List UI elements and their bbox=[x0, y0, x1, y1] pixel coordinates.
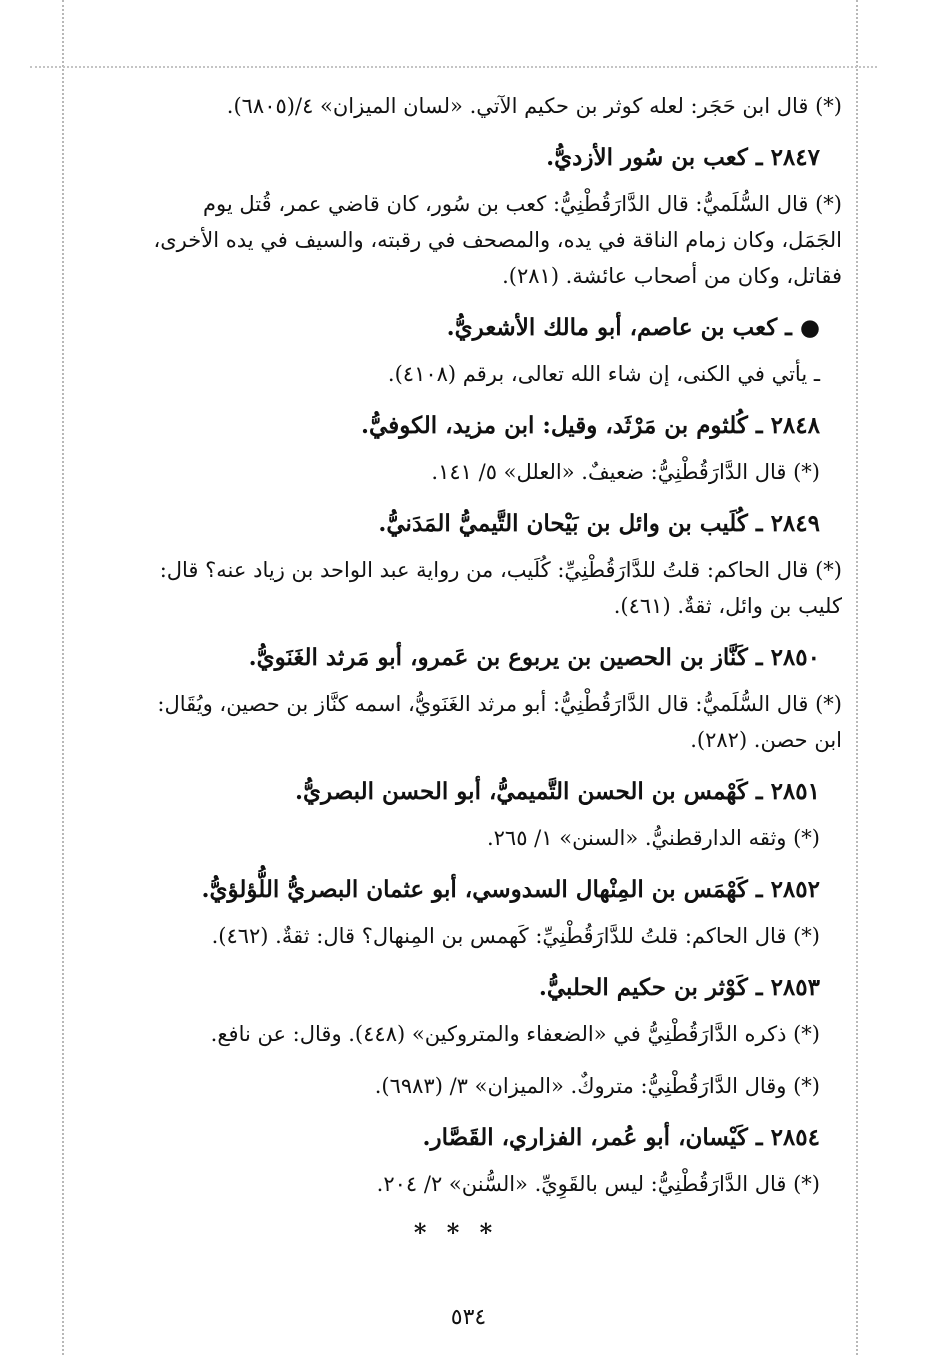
entry-note: (*) قال الدَّارَقُطْنِيُّ: ليس بالقَوِيِّ. «السُّنن» ٢/ ٢٠٤. bbox=[376, 1172, 820, 1196]
entry-heading: ٢٨٥٠ ـ كَنَّاز بن الحصين بن يربوع بن عَمرو، أبو مَرثد الغَنَويُّ. bbox=[248, 644, 820, 671]
entry-heading: ● ـ كعب بن عاصم، أبو مالك الأشعريُّ. bbox=[446, 314, 820, 341]
entry-heading: ٢٨٤٧ ـ كعب بن سُور الأزديُّ. bbox=[546, 144, 820, 171]
entry-note: (*) ذكره الدَّارَقُطْنِيُّ في «الضعفاء والمتروكين» (٤٤٨). وقال: عن نافع. bbox=[210, 1022, 820, 1046]
text-line: الجَمَل، وكان زمام الناقة في يده، والمصحف في رقبته، والسيف في يده الأخرى، bbox=[153, 228, 842, 252]
entry-heading: ٢٨٥١ ـ كَهْمس بن الحسن التَّميميُّ، أبو الحسن البصريُّ. bbox=[295, 778, 820, 805]
text-line: (*) قال الحاكم: قلتُ للدَّارَقُطْنِيِّ: كُلَيب، من رواية عبد الواحد بن زياد عنه؟ قال: bbox=[159, 558, 842, 582]
text-line: ابن حصن. (٢٨٢). bbox=[690, 728, 842, 752]
section-separator: * * * bbox=[413, 1218, 499, 1247]
entry-note: (*) وثقه الدارقطنيُّ. «السنن» ١/ ٢٦٥. bbox=[486, 826, 820, 850]
entry-note: (*) قال الدَّارَقُطْنِيُّ: ضعيفٌ. «العلل» ٥/ ١٤١. bbox=[431, 460, 820, 484]
scan-rule-right bbox=[856, 0, 858, 1355]
text-line: (*) قال السُّلَميُّ: قال الدَّارَقُطْنِيُّ: كعب بن سُور، كان قاضي عمر، قُتل يوم bbox=[203, 192, 842, 216]
entry-paragraph bbox=[70, 552, 842, 624]
entry-paragraph bbox=[70, 186, 842, 294]
entry-heading: ٢٨٤٩ ـ كُلَيب بن وائل بن بَيْحان التَّيميُّ المَدَنيُّ. bbox=[378, 510, 820, 537]
scan-rule-top bbox=[30, 66, 877, 68]
entry-note: (*) قال الحاكم: قلتُ للدَّارَقُطْنِيِّ: كَهمس بن المِنهال؟ قال: ثقةٌ. (٤٦٢). bbox=[211, 924, 820, 948]
entry-paragraph bbox=[70, 686, 842, 758]
page-number: ٥٣٤ bbox=[450, 1305, 487, 1330]
entry-heading: ٢٨٥٢ ـ كَهْمَس بن المِنْهال السدوسي، أبو عثمان البصريُّ اللُّؤلؤيُّ. bbox=[201, 876, 820, 903]
entry-heading: ٢٨٥٣ ـ كَوْثر بن حكيم الحلبيُّ. bbox=[538, 974, 820, 1001]
entry-paragraph bbox=[70, 88, 842, 124]
text-line: كليب بن وائل، ثقةٌ. (٤٦١). bbox=[613, 594, 842, 618]
text-line: فقاتل، وكان من أصحاب عائشة. (٢٨١). bbox=[502, 264, 842, 288]
text-line: (*) قال السُّلَميُّ: قال الدَّارَقُطْنِيُّ: أبو مرثد الغَنَويُّ، اسمه كنَّاز بن حصين، ويُقَال: bbox=[157, 692, 842, 716]
entry-heading: ٢٨٥٤ ـ كَيْسان، أبو عُمر، الفزاري، القَصَّار. bbox=[422, 1124, 820, 1151]
entry-heading: ٢٨٤٨ ـ كُلثوم بن مَرْثَد، وقيل: ابن مزيد، الكوفيُّ. bbox=[361, 412, 820, 439]
document-page bbox=[70, 88, 842, 1247]
scan-rule-left bbox=[62, 0, 64, 1355]
entry-note: (*) وقال الدَّارَقُطْنِيُّ: متروكٌ. «الميزان» ٣/ (٦٩٨٣). bbox=[374, 1074, 820, 1098]
text-line: (*) قال ابن حَجَر: لعله كوثر بن حكيم الآتي. «لسان الميزان» ٤/(٦٨٠٥). bbox=[226, 94, 842, 118]
entry-note: ـ يأتي في الكنى، إن شاء الله تعالى، برقم (٤١٠٨). bbox=[387, 362, 820, 386]
